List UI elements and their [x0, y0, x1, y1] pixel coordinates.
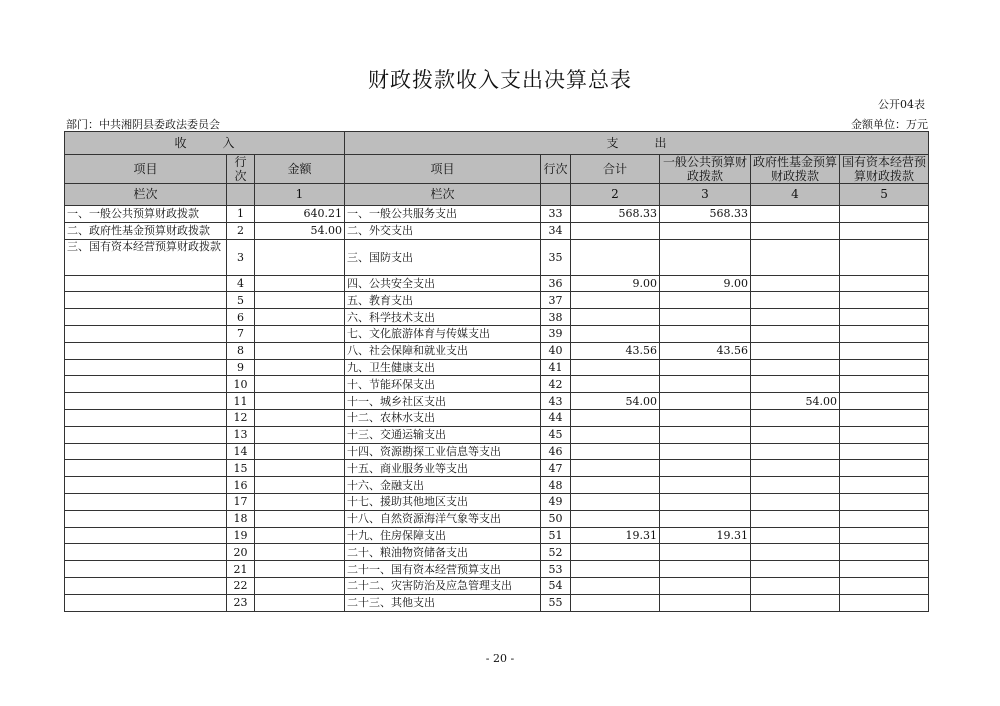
col-index-2: 2 [571, 184, 660, 206]
expense-state-cell [840, 309, 929, 326]
expense-line-cell: 52 [541, 544, 571, 561]
expense-state-cell [840, 376, 929, 393]
page-number: - 20 - [485, 652, 515, 665]
expense-general-cell [660, 577, 751, 594]
income-amount-cell [255, 376, 345, 393]
expense-fund-cell [751, 443, 840, 460]
col-header-general: 一般公共预算财政拨款 [660, 155, 751, 184]
expense-state-cell [840, 493, 929, 510]
expense-state-cell [840, 477, 929, 494]
expense-item-cell: 九、卫生健康支出 [345, 359, 541, 376]
table-row [65, 426, 929, 443]
expense-line-cell: 35 [541, 239, 571, 275]
expense-item-cell: 七、文化旅游体育与传媒支出 [345, 325, 541, 342]
income-amount-cell [255, 342, 345, 359]
expense-item-cell: 十二、农林水支出 [345, 409, 541, 426]
income-item-cell [65, 544, 227, 561]
income-item-cell [65, 325, 227, 342]
expense-general-cell [660, 460, 751, 477]
expense-total-cell [571, 561, 660, 578]
expense-item-cell: 十四、资源勘探工业信息等支出 [345, 443, 541, 460]
expense-item-cell: 二十三、其他支出 [345, 594, 541, 611]
header-row-columns [65, 155, 929, 184]
expense-line-cell: 37 [541, 292, 571, 309]
table-row [65, 325, 929, 342]
income-item-cell [65, 309, 227, 326]
expense-total-cell [571, 409, 660, 426]
expense-header: 支 出 [345, 132, 929, 155]
expense-general-cell: 43.56 [660, 342, 751, 359]
table-row [65, 527, 929, 544]
income-amount-cell [255, 510, 345, 527]
expense-fund-cell [751, 325, 840, 342]
income-amount-cell [255, 292, 345, 309]
income-header: 收 入 [65, 132, 345, 155]
expense-fund-cell [751, 239, 840, 275]
table-row [65, 460, 929, 477]
expense-state-cell [840, 239, 929, 275]
expense-state-cell [840, 460, 929, 477]
expense-fund-cell [751, 206, 840, 223]
expense-state-cell [840, 510, 929, 527]
col-label-blank [227, 184, 255, 206]
expense-line-cell: 44 [541, 409, 571, 426]
expense-general-cell [660, 393, 751, 410]
expense-state-cell [840, 426, 929, 443]
income-item-cell [65, 292, 227, 309]
expense-line-cell: 34 [541, 222, 571, 239]
table-row [65, 577, 929, 594]
income-line-cell: 5 [227, 292, 255, 309]
income-amount-cell [255, 561, 345, 578]
expense-total-cell [571, 426, 660, 443]
expense-total-cell [571, 577, 660, 594]
table-row [65, 477, 929, 494]
expense-total-cell [571, 359, 660, 376]
expense-total-cell [571, 594, 660, 611]
col-header-line: 行次 [227, 155, 255, 184]
page-title: 财政拨款收入支出决算总表 [368, 68, 632, 92]
expense-line-cell: 50 [541, 510, 571, 527]
expense-general-cell: 19.31 [660, 527, 751, 544]
expense-state-cell [840, 443, 929, 460]
expense-fund-cell [751, 594, 840, 611]
expense-general-cell [660, 325, 751, 342]
expense-line-cell: 40 [541, 342, 571, 359]
expense-general-cell [660, 493, 751, 510]
expense-item-cell: 二十一、国有资本经营预算支出 [345, 561, 541, 578]
expense-line-cell: 47 [541, 460, 571, 477]
income-line-cell: 2 [227, 222, 255, 239]
expense-fund-cell [751, 222, 840, 239]
col-exp-label: 栏次 [345, 184, 541, 206]
expense-item-cell: 四、公共安全支出 [345, 275, 541, 292]
expense-fund-cell [751, 409, 840, 426]
income-amount-cell [255, 477, 345, 494]
expense-general-cell [660, 561, 751, 578]
income-amount-cell [255, 577, 345, 594]
expense-total-cell: 43.56 [571, 342, 660, 359]
income-amount-cell [255, 359, 345, 376]
expense-fund-cell [751, 460, 840, 477]
expense-general-cell [660, 510, 751, 527]
table-row [65, 443, 929, 460]
expense-total-cell [571, 443, 660, 460]
expense-state-cell [840, 527, 929, 544]
table-row [65, 359, 929, 376]
expense-general-cell [660, 292, 751, 309]
expense-item-cell: 十五、商业服务业等支出 [345, 460, 541, 477]
income-line-cell: 22 [227, 577, 255, 594]
table-row [65, 376, 929, 393]
expense-line-cell: 48 [541, 477, 571, 494]
expense-item-cell: 十、节能环保支出 [345, 376, 541, 393]
income-line-cell: 6 [227, 309, 255, 326]
income-item-cell [65, 342, 227, 359]
income-item-cell [65, 594, 227, 611]
expense-fund-cell [751, 275, 840, 292]
income-amount-cell [255, 594, 345, 611]
col-index-5: 5 [840, 184, 929, 206]
expense-total-cell [571, 493, 660, 510]
income-line-cell: 17 [227, 493, 255, 510]
expense-line-cell: 46 [541, 443, 571, 460]
income-item-cell [65, 376, 227, 393]
expense-state-cell [840, 561, 929, 578]
amount-unit-label: 金额单位：万元 [851, 118, 928, 131]
expense-general-cell [660, 594, 751, 611]
expense-item-cell: 十三、交通运输支出 [345, 426, 541, 443]
expense-fund-cell [751, 577, 840, 594]
form-number: 公开04表 [878, 98, 925, 111]
income-item-cell [65, 426, 227, 443]
expense-item-cell: 二十、粮油物资储备支出 [345, 544, 541, 561]
table-row [65, 409, 929, 426]
income-item-cell [65, 493, 227, 510]
income-item-cell [65, 443, 227, 460]
expense-line-cell: 38 [541, 309, 571, 326]
expense-fund-cell [751, 544, 840, 561]
expense-line-cell: 43 [541, 393, 571, 410]
expense-total-cell: 9.00 [571, 275, 660, 292]
income-item-cell [65, 359, 227, 376]
table-row [65, 393, 929, 410]
income-line-cell: 12 [227, 409, 255, 426]
income-amount-cell [255, 544, 345, 561]
income-amount-cell [255, 527, 345, 544]
expense-total-cell [571, 510, 660, 527]
table-row [65, 292, 929, 309]
expense-fund-cell [751, 510, 840, 527]
expense-total-cell [571, 222, 660, 239]
income-amount-cell: 54.00 [255, 222, 345, 239]
income-item-cell [65, 477, 227, 494]
expense-fund-cell [751, 342, 840, 359]
income-line-cell: 11 [227, 393, 255, 410]
expense-fund-cell [751, 477, 840, 494]
income-line-cell: 1 [227, 206, 255, 223]
expense-item-cell: 十一、城乡社区支出 [345, 393, 541, 410]
expense-line-cell: 36 [541, 275, 571, 292]
income-line-cell: 14 [227, 443, 255, 460]
expense-fund-cell [751, 292, 840, 309]
expense-line-cell: 41 [541, 359, 571, 376]
col-exp-label-blank [541, 184, 571, 206]
budget-summary-table [64, 131, 929, 612]
expense-item-cell: 六、科学技术支出 [345, 309, 541, 326]
expense-item-cell: 二十二、灾害防治及应急管理支出 [345, 577, 541, 594]
col-header-exp-line: 行次 [541, 155, 571, 184]
expense-line-cell: 51 [541, 527, 571, 544]
col-header-item: 项目 [65, 155, 227, 184]
col-label: 栏次 [65, 184, 227, 206]
expense-item-cell: 十八、自然资源海洋气象等支出 [345, 510, 541, 527]
income-amount-cell [255, 409, 345, 426]
expense-state-cell [840, 206, 929, 223]
expense-state-cell [840, 409, 929, 426]
expense-general-cell [660, 359, 751, 376]
income-item-cell: 三、国有资本经营预算财政拨款 [65, 239, 227, 275]
expense-item-cell: 十六、金融支出 [345, 477, 541, 494]
col-header-amount: 金额 [255, 155, 345, 184]
income-amount-cell [255, 426, 345, 443]
table-row [65, 544, 929, 561]
expense-item-cell: 十七、援助其他地区支出 [345, 493, 541, 510]
expense-fund-cell [751, 426, 840, 443]
income-line-cell: 18 [227, 510, 255, 527]
table-row [65, 510, 929, 527]
expense-general-cell [660, 309, 751, 326]
table-row [65, 342, 929, 359]
expense-total-cell [571, 376, 660, 393]
income-amount-cell [255, 325, 345, 342]
expense-item-cell: 十九、住房保障支出 [345, 527, 541, 544]
income-line-cell: 23 [227, 594, 255, 611]
income-item-cell [65, 510, 227, 527]
income-amount-cell [255, 493, 345, 510]
income-amount-cell [255, 275, 345, 292]
income-line-cell: 21 [227, 561, 255, 578]
income-line-cell: 13 [227, 426, 255, 443]
expense-general-cell: 9.00 [660, 275, 751, 292]
table-row [65, 206, 929, 223]
income-item-cell [65, 561, 227, 578]
table-row [65, 493, 929, 510]
expense-line-cell: 45 [541, 426, 571, 443]
expense-general-cell [660, 376, 751, 393]
income-line-cell: 10 [227, 376, 255, 393]
income-item-cell [65, 577, 227, 594]
expense-item-cell: 二、外交支出 [345, 222, 541, 239]
expense-general-cell [660, 544, 751, 561]
expense-state-cell [840, 544, 929, 561]
expense-general-cell [660, 222, 751, 239]
table-row [65, 222, 929, 239]
income-line-cell: 9 [227, 359, 255, 376]
expense-total-cell: 54.00 [571, 393, 660, 410]
col-header-fund: 政府性基金预算财政拨款 [751, 155, 840, 184]
income-item-cell [65, 460, 227, 477]
expense-fund-cell [751, 493, 840, 510]
expense-total-cell [571, 239, 660, 275]
expense-total-cell [571, 460, 660, 477]
expense-fund-cell [751, 309, 840, 326]
expense-fund-cell: 54.00 [751, 393, 840, 410]
expense-general-cell [660, 426, 751, 443]
income-amount-cell [255, 460, 345, 477]
expense-general-cell [660, 477, 751, 494]
income-item-cell [65, 275, 227, 292]
expense-line-cell: 53 [541, 561, 571, 578]
expense-fund-cell [751, 359, 840, 376]
expense-line-cell: 55 [541, 594, 571, 611]
expense-item-cell: 八、社会保障和就业支出 [345, 342, 541, 359]
table-row [65, 594, 929, 611]
income-amount-cell [255, 393, 345, 410]
expense-total-cell [571, 292, 660, 309]
department-label: 部门：中共湘阴县委政法委员会 [66, 118, 220, 131]
header-row-index [65, 184, 929, 206]
income-line-cell: 8 [227, 342, 255, 359]
expense-state-cell [840, 594, 929, 611]
header-row-sections [65, 132, 929, 155]
table-row [65, 309, 929, 326]
expense-line-cell: 39 [541, 325, 571, 342]
income-amount-cell [255, 443, 345, 460]
expense-line-cell: 42 [541, 376, 571, 393]
income-line-cell: 7 [227, 325, 255, 342]
col-header-exp-item: 项目 [345, 155, 541, 184]
table-row [65, 239, 929, 275]
income-line-cell: 3 [227, 239, 255, 275]
expense-line-cell: 49 [541, 493, 571, 510]
expense-line-cell: 54 [541, 577, 571, 594]
expense-state-cell [840, 292, 929, 309]
income-item-cell [65, 527, 227, 544]
col-index-3: 3 [660, 184, 751, 206]
expense-fund-cell [751, 527, 840, 544]
expense-state-cell [840, 325, 929, 342]
income-amount-cell: 640.21 [255, 206, 345, 223]
expense-state-cell [840, 222, 929, 239]
expense-item-cell: 三、国防支出 [345, 239, 541, 275]
expense-state-cell [840, 275, 929, 292]
expense-total-cell [571, 325, 660, 342]
expense-total-cell: 19.31 [571, 527, 660, 544]
income-item-cell: 一、一般公共预算财政拨款 [65, 206, 227, 223]
income-item-cell [65, 409, 227, 426]
expense-item-cell: 一、一般公共服务支出 [345, 206, 541, 223]
income-item-cell: 二、政府性基金预算财政拨款 [65, 222, 227, 239]
expense-state-cell [840, 359, 929, 376]
expense-general-cell: 568.33 [660, 206, 751, 223]
table-row [65, 275, 929, 292]
expense-item-cell: 五、教育支出 [345, 292, 541, 309]
col-index-4: 4 [751, 184, 840, 206]
income-line-cell: 20 [227, 544, 255, 561]
expense-state-cell [840, 342, 929, 359]
col-header-total: 合计 [571, 155, 660, 184]
expense-general-cell [660, 443, 751, 460]
income-item-cell [65, 393, 227, 410]
expense-fund-cell [751, 561, 840, 578]
income-line-cell: 15 [227, 460, 255, 477]
income-line-cell: 16 [227, 477, 255, 494]
table-row [65, 561, 929, 578]
expense-total-cell [571, 309, 660, 326]
expense-state-cell [840, 577, 929, 594]
col-header-state: 国有资本经营预算财政拨款 [840, 155, 929, 184]
col-index-1: 1 [255, 184, 345, 206]
expense-fund-cell [751, 376, 840, 393]
expense-state-cell [840, 393, 929, 410]
income-line-cell: 4 [227, 275, 255, 292]
expense-total-cell [571, 544, 660, 561]
expense-total-cell: 568.33 [571, 206, 660, 223]
income-line-cell: 19 [227, 527, 255, 544]
expense-total-cell [571, 477, 660, 494]
expense-general-cell [660, 239, 751, 275]
expense-general-cell [660, 409, 751, 426]
income-amount-cell [255, 309, 345, 326]
income-amount-cell [255, 239, 345, 275]
expense-line-cell: 33 [541, 206, 571, 223]
